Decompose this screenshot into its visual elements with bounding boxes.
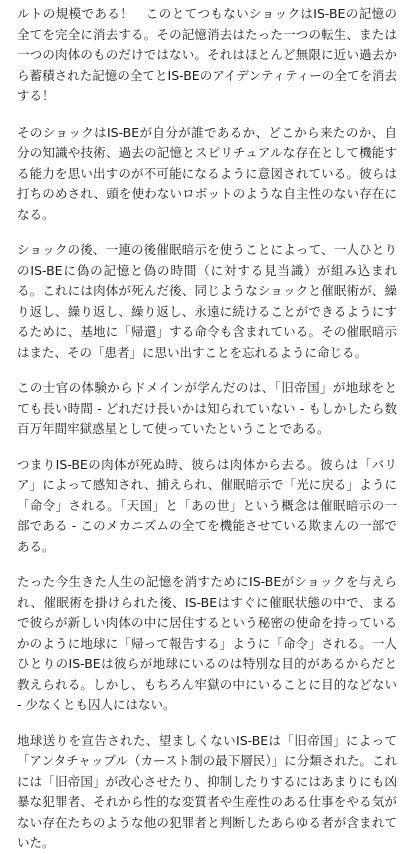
paragraph-6: たった今生きた人生の記憶を消すためにIS-BEがショックを与えられ、催眠術を掛けられた後、IS-BEはすぐに催眠状態の中で、まるで彼らが新しい肉体の中に居住するという秘密の使命を持っているかのように地球に「帰って報告する」ように「命令」される。一人ひとりのIS-BEは彼らが地球にいるのは特別な目的があるからだと教えられる。しかし、もちろん牢獄の中にいることに目的などない - 少なくとも囚人にはない。 <box>17 574 397 712</box>
paragraph-4: この士官の体験からドメインが学んだのは、「旧帝国」が地球をとても長い時間 - どれだけ長いかは知られていない - もしかしたら数百万年間牢獄惑星として使っていたということである。 <box>17 380 397 436</box>
paragraph-3: ショックの後、一連の後催眠暗示を使うことによって、一人ひとりのIS-BEに偽の記憶と偽の時間（に対する見当識）が組み込まれる。これには肉体が死んだ後、同じようなショックと催眠術が、繰り返し、繰り返し、繰り返し、永遠に続けることができるようにするために、基地に「帰還」する命令も含まれている。その催眠暗示はまた、その「患者」に思い出すことを忘れるように命じる。 <box>17 242 397 360</box>
paragraph-7: 地球送りを宣告された、望ましくないIS-BEは「旧帝国」によって「アンタチャップル（カースト制の最下層民）」に分類された。これには「旧帝国」が改心させたり、抑制したりするにはあまりにも凶暴な犯罪者、それから性的な変質者や生産性のある仕事をやる気がない存在たちのような他の犯罪者と判断したあらゆる者が含まれていた。 <box>17 732 397 850</box>
paragraph-5: つまりIS-BEの肉体が死ぬ時、彼らは肉体から去る。彼らは「バリア」によって感知され、捕えられ、催眠暗示で「光に戻る」ように「命令」される。「天国」と「あの世」という概念は催眠暗示の一部である - このメカニズムの全てを機能させている欺まんの一部である。 <box>17 456 397 554</box>
paragraph-2: そのショックはIS-BEが自分が誰であるか、どこから来たのか、自分の知識や技術、過去の記憶とスピリチュアルな存在として機能する能力を思い出すのが不可能になるように意図されている。彼らは打ちのめされ、頭を使わないロボットのような自主性のない存在になる。 <box>17 124 397 222</box>
paragraph-1: ルトの規模である！ このとてつもないショックはIS-BEの記憶の全てを完全に消去する。その記憶消去はたった一つの転生、または一つの肉体のものだけではない。それはほとんど無限に近い過去から蓄積された記憶の全てとIS-BEのアイデンティティーの全てを消去する！ <box>17 6 397 103</box>
